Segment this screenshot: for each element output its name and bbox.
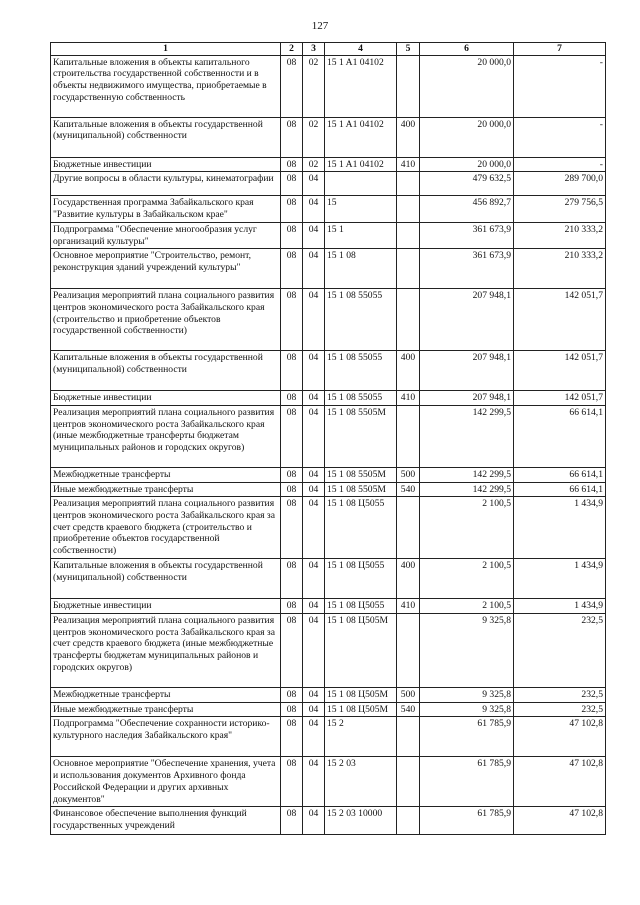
row-amount-year-1: 9 325,8: [420, 614, 514, 688]
row-section: 08: [281, 559, 303, 599]
row-target-code: 15 2 03: [325, 757, 397, 807]
row-amount-year-1: 61 785,9: [420, 717, 514, 757]
row-amount-year-1: 61 785,9: [420, 757, 514, 807]
row-subsection: 04: [303, 717, 325, 757]
row-amount-year-1: 9 325,8: [420, 702, 514, 717]
header-col-3: 3: [303, 43, 325, 56]
row-name: Иные межбюджетные трансферты: [51, 482, 281, 497]
row-section: 08: [281, 599, 303, 614]
row-subsection: 04: [303, 172, 325, 196]
row-expense-type: [397, 196, 420, 222]
row-subsection: 04: [303, 599, 325, 614]
row-target-code: 15 1 A1 04102: [325, 55, 397, 117]
row-section: 08: [281, 482, 303, 497]
row-subsection: 02: [303, 55, 325, 117]
table-header-row: [51, 43, 606, 56]
table-row: [51, 117, 606, 157]
row-target-code: 15 2: [325, 717, 397, 757]
row-section: 08: [281, 117, 303, 157]
row-section: 08: [281, 222, 303, 248]
row-name: Финансовое обеспечение выполнения функций государственных учреждений: [51, 807, 281, 835]
table-row: [51, 717, 606, 757]
row-name: Иные межбюджетные трансферты: [51, 702, 281, 717]
row-section: 08: [281, 467, 303, 482]
row-name: Реализация мероприятий плана социального развития центров экономического роста Забайкальского края (иные межбюджетные трансферты бюджетам муниципальных районов и городских округов): [51, 405, 281, 467]
row-section: 08: [281, 497, 303, 559]
header-col-4: 4: [325, 43, 397, 56]
table-row: [51, 289, 606, 351]
row-amount-year-1: 361 673,9: [420, 222, 514, 248]
row-amount-year-2: -: [514, 117, 606, 157]
row-amount-year-1: 456 892,7: [420, 196, 514, 222]
row-target-code: 15 1 08 5505M: [325, 482, 397, 497]
row-target-code: 15 1 08 Ц5055: [325, 497, 397, 559]
header-col-1: 1: [51, 43, 281, 56]
header-col-6: 6: [420, 43, 514, 56]
row-amount-year-1: 61 785,9: [420, 807, 514, 835]
row-subsection: 02: [303, 157, 325, 172]
row-target-code: 15 1 08 Ц5055: [325, 559, 397, 599]
row-amount-year-2: 1 434,9: [514, 599, 606, 614]
row-amount-year-2: 142 051,7: [514, 391, 606, 406]
row-amount-year-1: 207 948,1: [420, 289, 514, 351]
row-expense-type: [397, 614, 420, 688]
row-subsection: 04: [303, 688, 325, 703]
row-expense-type: 540: [397, 702, 420, 717]
row-subsection: 04: [303, 757, 325, 807]
row-subsection: 04: [303, 249, 325, 289]
row-amount-year-2: 1 434,9: [514, 497, 606, 559]
row-amount-year-2: 232,5: [514, 614, 606, 688]
row-amount-year-2: 66 614,1: [514, 467, 606, 482]
row-section: 08: [281, 249, 303, 289]
row-expense-type: 410: [397, 391, 420, 406]
row-section: 08: [281, 688, 303, 703]
row-section: 08: [281, 702, 303, 717]
table-row: [51, 196, 606, 222]
row-target-code: 15 1 08 5505M: [325, 405, 397, 467]
row-section: 08: [281, 196, 303, 222]
row-amount-year-2: 47 102,8: [514, 757, 606, 807]
row-expense-type: [397, 55, 420, 117]
row-section: 08: [281, 614, 303, 688]
row-target-code: 15 1 08 Ц5055: [325, 599, 397, 614]
row-section: 08: [281, 391, 303, 406]
row-amount-year-2: 289 700,0: [514, 172, 606, 196]
row-name: Капитальные вложения в объекты государственной (муниципальной) собственности: [51, 351, 281, 391]
table-row: [51, 467, 606, 482]
row-amount-year-2: 232,5: [514, 702, 606, 717]
row-name: Капитальные вложения в объекты государственной (муниципальной) собственности: [51, 117, 281, 157]
row-section: 08: [281, 289, 303, 351]
row-amount-year-2: 47 102,8: [514, 717, 606, 757]
header-col-7: 7: [514, 43, 606, 56]
row-amount-year-1: 20 000,0: [420, 157, 514, 172]
row-target-code: 15 1: [325, 222, 397, 248]
row-subsection: 04: [303, 391, 325, 406]
table-row: [51, 807, 606, 835]
row-name: Основное мероприятие "Обеспечение хранения, учета и использования документов Архивного фонда Российской Федерации и других архивных документов": [51, 757, 281, 807]
row-expense-type: [397, 222, 420, 248]
row-target-code: 15 1 08 55055: [325, 351, 397, 391]
row-amount-year-1: 207 948,1: [420, 351, 514, 391]
row-expense-type: 400: [397, 559, 420, 599]
row-section: 08: [281, 55, 303, 117]
row-target-code: 15: [325, 196, 397, 222]
row-amount-year-2: 279 756,5: [514, 196, 606, 222]
table-row: [51, 157, 606, 172]
row-target-code: 15 1 08 Ц505M: [325, 614, 397, 688]
table-row: [51, 351, 606, 391]
row-expense-type: [397, 405, 420, 467]
table-row: [51, 614, 606, 688]
budget-table: [50, 42, 606, 835]
table-row: [51, 482, 606, 497]
row-name: Бюджетные инвестиции: [51, 157, 281, 172]
row-subsection: 04: [303, 482, 325, 497]
row-amount-year-2: 210 333,2: [514, 249, 606, 289]
row-target-code: 15 2 03 10000: [325, 807, 397, 835]
row-name: Подпрограмма "Обеспечение многообразия услуг организаций культуры": [51, 222, 281, 248]
table-row: [51, 391, 606, 406]
row-subsection: 04: [303, 467, 325, 482]
row-expense-type: 500: [397, 467, 420, 482]
table-row: [51, 497, 606, 559]
row-expense-type: [397, 757, 420, 807]
row-subsection: 04: [303, 702, 325, 717]
row-amount-year-1: 20 000,0: [420, 117, 514, 157]
row-target-code: 15 1 08: [325, 249, 397, 289]
row-section: 08: [281, 351, 303, 391]
row-section: 08: [281, 717, 303, 757]
row-name: Подпрограмма "Обеспечение сохранности историко-культурного наследия Забайкальского края": [51, 717, 281, 757]
row-section: 08: [281, 757, 303, 807]
row-name: Капитальные вложения в объекты государственной (муниципальной) собственности: [51, 559, 281, 599]
row-section: 08: [281, 172, 303, 196]
row-subsection: 04: [303, 614, 325, 688]
row-subsection: 04: [303, 289, 325, 351]
row-amount-year-2: 1 434,9: [514, 559, 606, 599]
row-name: Бюджетные инвестиции: [51, 599, 281, 614]
row-expense-type: 410: [397, 157, 420, 172]
row-subsection: 04: [303, 497, 325, 559]
row-name: Государственная программа Забайкальского края "Развитие культуры в Забайкальском крае": [51, 196, 281, 222]
row-section: 08: [281, 405, 303, 467]
row-expense-type: [397, 172, 420, 196]
row-name: Реализация мероприятий плана социального развития центров экономического роста Забайкальского края (строительство и приобретение объектов государственной собственности): [51, 289, 281, 351]
row-expense-type: 400: [397, 351, 420, 391]
row-subsection: 04: [303, 807, 325, 835]
row-name: Межбюджетные трансферты: [51, 688, 281, 703]
row-expense-type: 540: [397, 482, 420, 497]
row-target-code: 15 1 A1 04102: [325, 117, 397, 157]
row-name: Реализация мероприятий плана социального развития центров экономического роста Забайкальского края за счет средств краевого бюджета (строительство и приобретение объектов государственной собственности): [51, 497, 281, 559]
row-amount-year-1: 9 325,8: [420, 688, 514, 703]
row-expense-type: [397, 807, 420, 835]
row-name: Основное мероприятие "Строительство, ремонт, реконструкция зданий учреждений культуры": [51, 249, 281, 289]
header-col-5: 5: [397, 43, 420, 56]
row-expense-type: [397, 497, 420, 559]
header-col-2: 2: [281, 43, 303, 56]
row-subsection: 04: [303, 559, 325, 599]
table-row: [51, 172, 606, 196]
row-amount-year-2: 210 333,2: [514, 222, 606, 248]
row-subsection: 04: [303, 351, 325, 391]
row-amount-year-2: 66 614,1: [514, 405, 606, 467]
row-amount-year-2: 47 102,8: [514, 807, 606, 835]
row-amount-year-1: 2 100,5: [420, 559, 514, 599]
table-row: [51, 55, 606, 117]
row-expense-type: 410: [397, 599, 420, 614]
row-amount-year-1: 2 100,5: [420, 497, 514, 559]
page-number: 127: [311, 20, 329, 32]
row-amount-year-2: 142 051,7: [514, 351, 606, 391]
row-subsection: 04: [303, 222, 325, 248]
row-expense-type: [397, 717, 420, 757]
row-amount-year-1: 2 100,5: [420, 599, 514, 614]
row-target-code: 15 1 08 5505M: [325, 467, 397, 482]
row-target-code: 15 1 08 Ц505M: [325, 688, 397, 703]
row-amount-year-1: 207 948,1: [420, 391, 514, 406]
table-row: [51, 249, 606, 289]
row-amount-year-1: 142 299,5: [420, 482, 514, 497]
row-name: Бюджетные инвестиции: [51, 391, 281, 406]
row-amount-year-1: 479 632,5: [420, 172, 514, 196]
row-name: Реализация мероприятий плана социального развития центров экономического роста Забайкальского края за счет средств краевого бюджета (иные межбюджетные трансферты бюджетам муниципальных районов и городских округов): [51, 614, 281, 688]
row-amount-year-2: 142 051,7: [514, 289, 606, 351]
table-row: [51, 757, 606, 807]
table-row: [51, 405, 606, 467]
row-amount-year-2: -: [514, 55, 606, 117]
row-name: Межбюджетные трансферты: [51, 467, 281, 482]
row-section: 08: [281, 807, 303, 835]
row-subsection: 04: [303, 196, 325, 222]
row-amount-year-2: -: [514, 157, 606, 172]
row-name: Капитальные вложения в объекты капитального строительства государственной собственности и в объекты недвижимого имущества, приобретаемые в государственную собственность: [51, 55, 281, 117]
row-section: 08: [281, 157, 303, 172]
table-row: [51, 702, 606, 717]
row-expense-type: [397, 249, 420, 289]
table-row: [51, 599, 606, 614]
row-subsection: 02: [303, 117, 325, 157]
row-expense-type: 400: [397, 117, 420, 157]
row-target-code: 15 1 08 55055: [325, 289, 397, 351]
table-row: [51, 222, 606, 248]
row-amount-year-2: 66 614,1: [514, 482, 606, 497]
table-row: [51, 688, 606, 703]
row-amount-year-1: 20 000,0: [420, 55, 514, 117]
row-amount-year-1: 142 299,5: [420, 405, 514, 467]
row-amount-year-2: 232,5: [514, 688, 606, 703]
row-name: Другие вопросы в области культуры, кинематографии: [51, 172, 281, 196]
row-target-code: 15 1 08 Ц505M: [325, 702, 397, 717]
row-target-code: [325, 172, 397, 196]
row-expense-type: [397, 289, 420, 351]
row-amount-year-1: 142 299,5: [420, 467, 514, 482]
row-amount-year-1: 361 673,9: [420, 249, 514, 289]
table-row: [51, 559, 606, 599]
row-expense-type: 500: [397, 688, 420, 703]
row-target-code: 15 1 A1 04102: [325, 157, 397, 172]
row-subsection: 04: [303, 405, 325, 467]
row-target-code: 15 1 08 55055: [325, 391, 397, 406]
